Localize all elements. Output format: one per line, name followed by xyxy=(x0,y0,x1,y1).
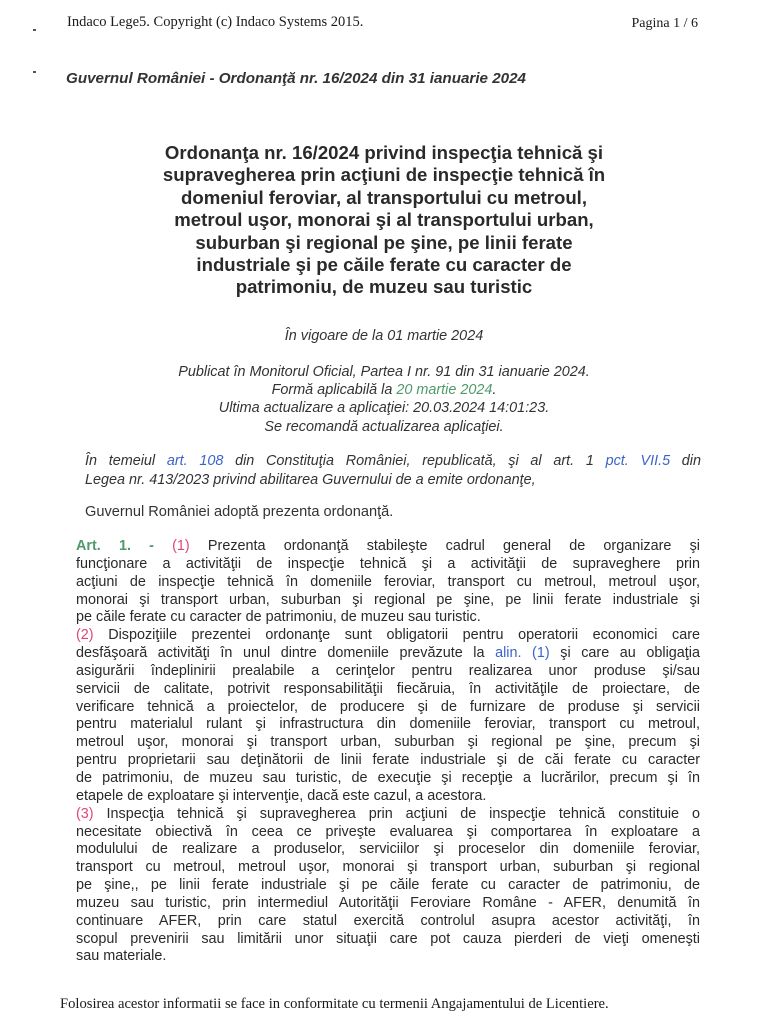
article-line xyxy=(76,627,700,645)
in-force-date xyxy=(70,327,698,345)
basis-line-2: Legea nr. 413/2023 privind abilitarea Guvernului de a emite ordonanţe, xyxy=(85,471,536,488)
basis-text: În temeiul xyxy=(85,453,156,469)
article-text: Dispoziţiile prezentei ordonanţe sunt obligatorii pentru operatorii economici care xyxy=(108,627,701,644)
scan-speck xyxy=(33,71,36,73)
title-line: metroul uşor, monorai şi al transportului urban, xyxy=(174,209,594,231)
article-line: acţiuni de inspecţie tehnică în domeniile feroviar, transport cu metroul, metroul uşor, xyxy=(76,573,700,590)
article-line: transport cu metroul, metroul uşor, monorai şi transport urban, suburban şi regional xyxy=(76,859,700,876)
article-1 xyxy=(76,538,700,966)
article-line: pe căile ferate cu caracter de patrimoniu, de muzeu sau turistic. xyxy=(76,609,481,626)
in-force-text: În vigoare de la 01 martie 2024 xyxy=(284,328,484,344)
article-text: Prezenta ordonanţă stabileşte cadrul general de organizare şi xyxy=(207,538,701,554)
article-line: pentru proprietarii sau deţinătorii de linii ferate industriale şi de căi ferate cu caracter xyxy=(76,752,700,769)
applicable-form xyxy=(70,381,698,399)
scan-speck xyxy=(33,29,36,31)
basis-line-1 xyxy=(85,452,701,471)
document-title xyxy=(120,142,648,299)
publication-info xyxy=(70,363,698,436)
article-line: muzeu sau turistic, prin intermediul Autorităţii Feroviare Române - AFER, denumită în xyxy=(76,894,700,911)
article-line: pe şine,, pe linii ferate industriale şi pe căile ferate cu caracter de patrimoniu, de xyxy=(76,877,700,894)
article-line: continuare AFER, prin care statul exercită controlul asupra acestor activităţi, în xyxy=(76,912,700,929)
article-line: etapele de exploatare şi intervenţie, dacă este cazul, a acestora. xyxy=(76,787,487,804)
article-text: şi care au obligaţia xyxy=(560,645,701,662)
page-number: Pagina 1 / 6 xyxy=(631,16,698,31)
article-line: asigurării îndeplinirii prealabile a cerinţelor pentru realizarea unor produse şi/sau xyxy=(76,662,700,679)
paragraph-number: (1) xyxy=(172,538,190,554)
article-line: pentru materialul rulant şi infrastructura din domeniile feroviar, transport cu metroul, xyxy=(76,716,700,733)
applicable-suffix: . xyxy=(492,382,497,399)
paragraph-number: (3) xyxy=(76,805,94,822)
title-line: supravegherea prin acţiuni de inspecţie tehnică în xyxy=(162,164,606,186)
title-line: patrimoniu, de muzeu sau turistic xyxy=(235,276,533,298)
article-line: monorai şi transport urban, suburban şi regional pe şine, pe linii ferate industriale şi xyxy=(76,591,700,608)
article-line: de patrimoniu, de muzeu sau turistic, de execuţie şi recepţie a lucrărilor, precum şi în xyxy=(76,769,700,786)
title-line: domeniul feroviar, al transportului cu metroul, xyxy=(180,186,588,208)
last-update-text: Ultima actualizare a aplicaţiei: 20.03.2024 14:01:23. xyxy=(218,400,550,417)
article-label: Art. 1. - xyxy=(76,538,154,554)
applicable-prefix: Formă aplicabilă la xyxy=(271,382,393,399)
paragraph-number: (2) xyxy=(76,627,94,644)
published-text: Publicat în Monitorul Oficial, Partea I nr. 91 din 31 ianuarie 2024. xyxy=(178,364,590,380)
article-line: verificare tehnică a proiectelor, de producere şi de furnizare de produse şi servicii xyxy=(76,698,700,715)
article-line xyxy=(76,806,700,824)
applicable-date: 20 martie 2024 xyxy=(396,382,493,399)
adoption-statement: Guvernul României adoptă prezenta ordonanţă. xyxy=(85,504,394,520)
link-art-108[interactable]: art. 108 xyxy=(166,453,224,469)
legal-basis xyxy=(85,452,701,489)
link-pct-vii5[interactable]: pct. VII.5 xyxy=(605,453,671,469)
article-line: metroul uşor, monorai şi transport urban, suburban şi regional pe şine, precum şi xyxy=(76,734,700,751)
article-line: necesitate obiectivă în ceea ce priveşte evaluarea şi comportarea în exploatare a xyxy=(76,823,700,840)
license-footer: Folosirea acestor informatii se face in conformitate cu termenii Angajamentului de Licentiere. xyxy=(60,996,609,1012)
update-recommendation: Se recomandă actualizarea aplicaţiei. xyxy=(264,418,504,435)
title-line: industriale şi pe căile ferate cu caracter de xyxy=(196,254,572,276)
article-line: funcţionare a activităţii de inspecţie tehnică şi a activităţii de supraveghere prin xyxy=(76,555,700,572)
document-subtitle: Guvernul României - Ordonanţă nr. 16/2024 din 31 ianuarie 2024 xyxy=(66,70,527,87)
article-text: Inspecţia tehnică şi supravegherea prin acţiuni de inspecţie tehnică constituie o xyxy=(106,805,701,822)
header-copyright: Indaco Lege5. Copyright (c) Indaco Systems 2015. xyxy=(67,14,364,30)
article-line: servicii de calitate, potrivit responsabilităţii fiecăruia, în activităţile de proiectare, de xyxy=(76,680,700,697)
article-line xyxy=(76,645,700,663)
article-text: desfăşoară activităţi în unul dintre domeniile prevăzute la xyxy=(76,645,485,662)
article-line: sau materiale. xyxy=(76,948,167,965)
title-line: suburban şi regional pe şine, pe linii ferate xyxy=(195,231,573,253)
link-alin-1[interactable]: alin. (1) xyxy=(495,645,550,662)
basis-text: din xyxy=(681,453,702,469)
title-line: Ordonanţa nr. 16/2024 privind inspecţia tehnică şi xyxy=(164,142,604,163)
article-line xyxy=(76,538,700,556)
article-line: scopul prevenirii sau limitării unor situaţii care pot cauza pierderi de vieţi omeneşti xyxy=(76,930,700,947)
basis-text: din Constituţia României, republicată, şi al art. 1 xyxy=(235,453,594,469)
article-line: modulului de realizare a produselor, serviciilor şi proceselor din domeniile feroviar, xyxy=(76,841,700,858)
